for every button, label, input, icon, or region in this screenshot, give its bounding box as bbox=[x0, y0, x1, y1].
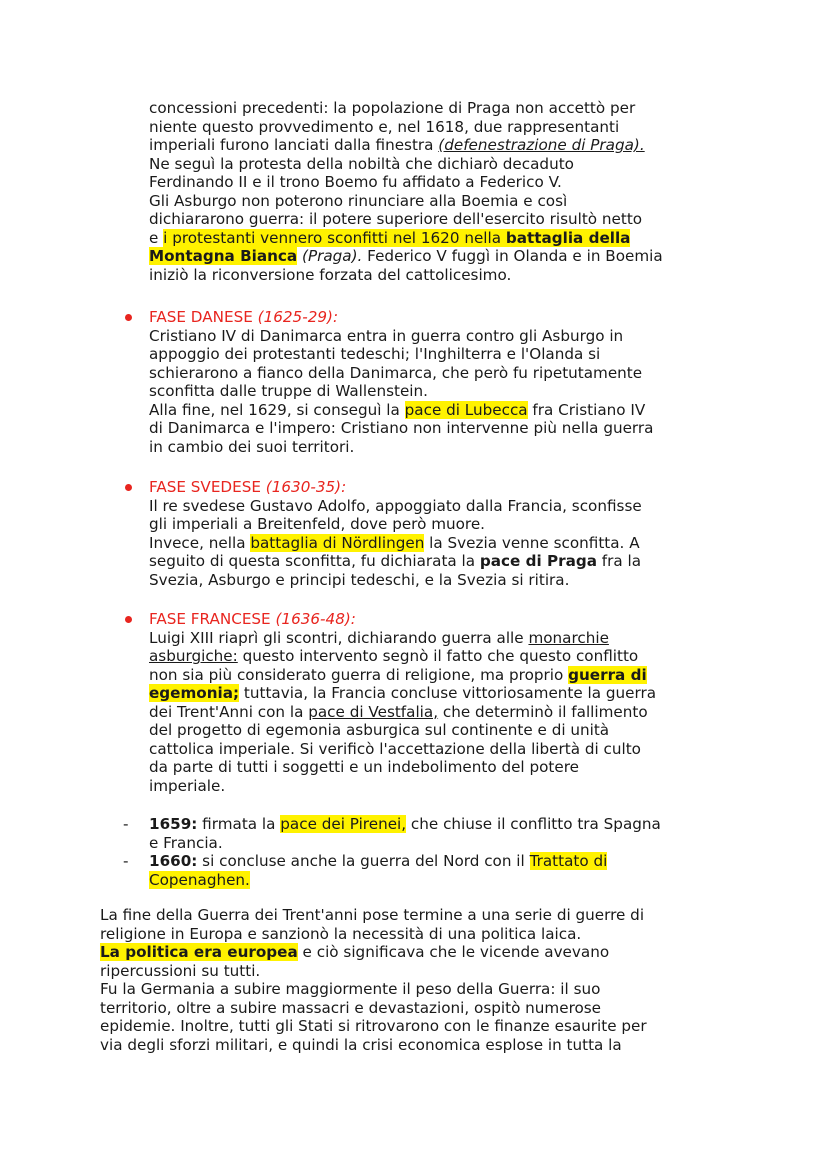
text-line: e i protestanti vennero sconfitti nel 1620 nella battaglia della bbox=[149, 228, 631, 247]
text-line: Luigi XIII riaprì gli scontri, dichiarando guerra alle monarchie bbox=[149, 628, 609, 647]
text-line: concessioni precedenti: la popolazione di Praga non accettò per bbox=[149, 99, 636, 117]
text-line: dei Trent'Anni con la pace di Vestfalia, che determinò il fallimento bbox=[149, 702, 648, 721]
battle-name: Montagna Bianca bbox=[149, 247, 298, 265]
text-line: dichiararono guerra: il potere superiore dell'esercito risultò netto bbox=[149, 210, 643, 228]
intro-paragraph bbox=[149, 99, 749, 284]
treaty-name: pace di Praga bbox=[479, 552, 597, 570]
highlight-text: pace di Lubecca bbox=[404, 400, 528, 419]
phase-title: FASE DANESE (1625-29): bbox=[149, 308, 749, 327]
highlight-text: i protestanti vennero sconfitti nel 1620 nella bbox=[163, 228, 502, 247]
text-line: La fine della Guerra dei Trent'anni pose termine a una serie di guerre di bbox=[100, 906, 645, 924]
bullet-icon bbox=[125, 616, 132, 623]
text-line: Invece, nella battaglia di Nördlingen la Svezia venne sconfitta. A bbox=[149, 533, 640, 552]
text-line: non sia più considerato guerra di religione, ma proprio guerra di bbox=[149, 665, 647, 684]
text-line: di Danimarca e l'impero: Cristiano non intervenne più nella guerra bbox=[149, 419, 654, 437]
highlight-text: egemonia; bbox=[149, 684, 240, 702]
highlight-text: La politica era europea bbox=[100, 943, 298, 961]
highlight-text: battaglia di Nördlingen bbox=[250, 533, 425, 552]
text-line: Ne seguì la protesta della nobiltà che dichiarò decaduto bbox=[149, 154, 574, 173]
battle-name: battaglia della bbox=[505, 228, 631, 247]
defenestration-term: (defenestrazione di Praga). bbox=[438, 136, 645, 154]
phase-svedese bbox=[149, 478, 749, 589]
text-line: La politica era europea e ciò significava che le vicende avevano bbox=[100, 943, 610, 961]
text-line: Alla fine, nel 1629, si conseguì la pace di Lubecca fra Cristiano IV bbox=[149, 400, 646, 419]
text-line: niente questo provvedimento e, nel 1618, due rappresentanti bbox=[149, 117, 620, 136]
text-line: in cambio dei suoi territori. bbox=[149, 437, 355, 456]
text-line: da parte di tutti i soggetti e un indebolimento del potere bbox=[149, 758, 579, 776]
text-line: Fu la Germania a subire maggiormente il peso della Guerra: il suo bbox=[100, 980, 601, 998]
closing-paragraph bbox=[100, 906, 740, 1054]
date-list bbox=[123, 815, 749, 889]
dash-marker: - bbox=[123, 815, 129, 833]
phase-francese bbox=[149, 610, 749, 795]
text-line: cattolica imperiale. Si verificò l'accettazione della libertà di culto bbox=[149, 739, 641, 758]
text-line: del progetto di egemonia asburgica sul continente e di unità bbox=[149, 721, 610, 739]
highlight-text: pace dei Pirenei, bbox=[280, 815, 407, 833]
text-line: appoggio dei protestanti tedeschi; l'Inghilterra e l'Olanda si bbox=[149, 345, 601, 363]
highlight-text: Copenaghen. bbox=[149, 870, 250, 889]
text-line: Ferdinando II e il trono Boemo fu affidato a Federico V. bbox=[149, 173, 562, 191]
text-line: egemonia; tuttavia, la Francia concluse vittoriosamente la guerra bbox=[149, 684, 657, 702]
list-item: - 1659: firmata la pace dei Pirenei, che chiuse il conflitto tra Spagna bbox=[123, 815, 661, 833]
highlight-text: Trattato di bbox=[529, 852, 608, 870]
text-line: sconfitta dalle truppe di Wallenstein. bbox=[149, 382, 428, 400]
bullet-icon bbox=[125, 484, 132, 491]
text-line: e Francia. bbox=[149, 833, 223, 852]
text-line: ripercussioni su tutti. bbox=[100, 961, 261, 980]
text-line bbox=[149, 871, 749, 890]
dash-marker: - bbox=[123, 852, 129, 870]
treaty-name: pace di Vestfalia, bbox=[308, 702, 439, 721]
text-line: epidemie. Inoltre, tutti gli Stati si ritrovarono con le finanze esaurite per bbox=[100, 1017, 647, 1035]
bullet-icon bbox=[125, 314, 132, 321]
text-line: asburgiche: questo intervento segnò il fatto che questo conflitto bbox=[149, 647, 639, 665]
text-line: religione in Europa e sanzionò la necessità di una politica laica. bbox=[100, 924, 582, 943]
text-line: gli imperiali a Breitenfeld, dove però muore. bbox=[149, 515, 486, 533]
text-line: via degli sforzi militari, e quindi la crisi economica esplose in tutta la bbox=[100, 1035, 622, 1054]
highlight-text: guerra di bbox=[568, 665, 647, 684]
text-line: iniziò la riconversione forzata del cattolicesimo. bbox=[149, 265, 512, 284]
text-line: Cristiano IV di Danimarca entra in guerra contro gli Asburgo in bbox=[149, 326, 624, 345]
text-line: Gli Asburgo non poterono rinunciare alla Boemia e così bbox=[149, 191, 568, 210]
text-line: Il re svedese Gustavo Adolfo, appoggiato dalla Francia, sconfisse bbox=[149, 496, 642, 515]
text-line: Svezia, Asburgo e principi tedeschi, e la Svezia si ritira. bbox=[149, 570, 570, 589]
phase-title: FASE SVEDESE (1630-35): bbox=[149, 478, 749, 497]
text-line: seguito di questa sconfitta, fu dichiarata la pace di Praga fra la bbox=[149, 552, 642, 570]
text-line: Montagna Bianca (Praga). Federico V fuggì in Olanda e in Boemia bbox=[149, 247, 663, 265]
text-line: schierarono a fianco della Danimarca, che però fu ripetutamente bbox=[149, 363, 643, 382]
phase-title: FASE FRANCESE (1636-48): bbox=[149, 610, 749, 629]
phase-danese bbox=[149, 308, 749, 456]
text-line: territorio, oltre a subire massacri e devastazioni, ospitò numerose bbox=[100, 998, 602, 1017]
list-item: - 1660: si concluse anche la guerra del Nord con il Trattato di bbox=[123, 852, 608, 870]
text-line: imperiale. bbox=[149, 776, 226, 795]
text-line: imperiali furono lanciati dalla finestra (defenestrazione di Praga). bbox=[149, 136, 645, 154]
